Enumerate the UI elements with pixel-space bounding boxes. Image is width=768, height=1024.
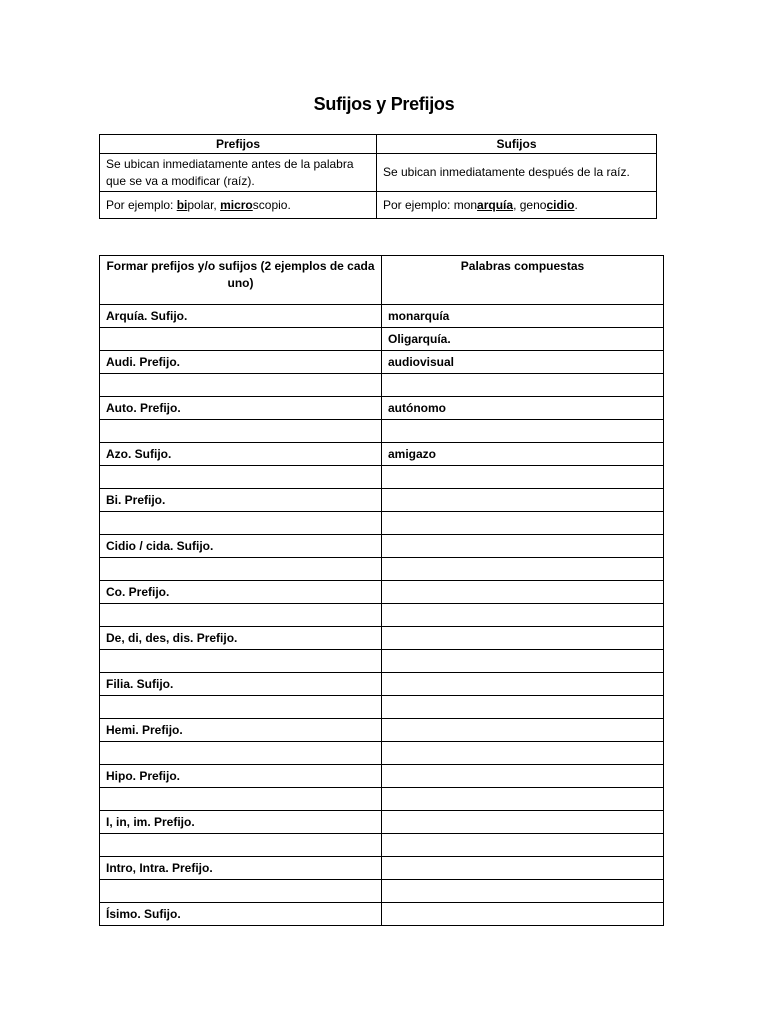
- compound-word-cell: [382, 765, 664, 788]
- table-row: [100, 811, 664, 834]
- affix-cell: Co. Prefijo.: [100, 581, 382, 604]
- table-row: [100, 466, 664, 489]
- affix-cell: De, di, des, dis. Prefijo.: [100, 627, 382, 650]
- definitions-row: [100, 154, 657, 192]
- prefix-part: micro: [220, 198, 253, 212]
- table-row: [100, 857, 664, 880]
- affix-cell: [100, 374, 382, 397]
- table-row: [100, 374, 664, 397]
- table-row: [100, 397, 664, 420]
- affix-cell: Bi. Prefijo.: [100, 489, 382, 512]
- compound-word-cell: [382, 834, 664, 857]
- affix-cell: [100, 696, 382, 719]
- definitions-header-row: [100, 135, 657, 154]
- affix-cell: Cidio / cida. Sufijo.: [100, 535, 382, 558]
- affix-cell: [100, 834, 382, 857]
- affix-cell: [100, 604, 382, 627]
- root-part: polar: [187, 198, 214, 212]
- suffix-part: arquía: [477, 198, 514, 212]
- compound-word-cell: autónomo: [382, 397, 664, 420]
- affix-cell: [100, 466, 382, 489]
- compound-word-cell: [382, 627, 664, 650]
- compound-word-cell: [382, 558, 664, 581]
- compound-word-cell: [382, 696, 664, 719]
- compound-word-cell: [382, 857, 664, 880]
- prefixes-header: Prefijos: [100, 135, 377, 154]
- root-part: mon: [453, 198, 478, 212]
- affix-cell: Intro, Intra. Prefijo.: [100, 857, 382, 880]
- affix-cell: Ísimo. Sufijo.: [100, 903, 382, 926]
- table-row: [100, 788, 664, 811]
- table-row: [100, 650, 664, 673]
- affix-cell: Filia. Sufijo.: [100, 673, 382, 696]
- table-row: [100, 627, 664, 650]
- table-row: [100, 719, 664, 742]
- examples-row: [100, 192, 657, 219]
- prefix-part: bi: [176, 198, 188, 212]
- page-title: Sufijos y Prefijos: [313, 94, 455, 114]
- compound-word-cell: [382, 420, 664, 443]
- table-row: [100, 305, 664, 328]
- affix-cell: [100, 742, 382, 765]
- table-row: [100, 765, 664, 788]
- table-row: [100, 512, 664, 535]
- prefix-definition: Se ubican inmediatamente antes de la palabra que se va a modificar (raíz).: [100, 154, 377, 192]
- affix-cell: [100, 788, 382, 811]
- end-period: .: [287, 198, 291, 212]
- compound-word-cell: amigazo: [382, 443, 664, 466]
- separator: ,: [213, 198, 221, 212]
- compound-word-cell: [382, 811, 664, 834]
- suffix-example: [377, 192, 657, 219]
- table-row: [100, 420, 664, 443]
- table-row: [100, 351, 664, 374]
- suffix-part: cidio: [546, 198, 575, 212]
- compound-word-cell: audiovisual: [382, 351, 664, 374]
- compound-word-cell: [382, 719, 664, 742]
- affix-cell: [100, 650, 382, 673]
- table-row: [100, 535, 664, 558]
- compound-word-cell: [382, 466, 664, 489]
- compound-word-cell: [382, 673, 664, 696]
- example-lead: Por ejemplo:: [106, 198, 177, 212]
- exercise-header-row: [100, 256, 664, 305]
- root-part: geno: [519, 198, 547, 212]
- affix-cell: Audi. Prefijo.: [100, 351, 382, 374]
- compound-word-cell: [382, 581, 664, 604]
- table-row: [100, 581, 664, 604]
- compound-word-cell: [382, 650, 664, 673]
- table-row: [100, 834, 664, 857]
- compound-word-cell: [382, 903, 664, 926]
- affix-cell: [100, 512, 382, 535]
- compound-words-header: Palabras compuestas: [382, 256, 664, 305]
- compound-word-cell: [382, 742, 664, 765]
- compound-word-cell: [382, 788, 664, 811]
- affix-cell: [100, 420, 382, 443]
- compound-word-cell: monarquía: [382, 305, 664, 328]
- separator: ,: [513, 198, 520, 212]
- affix-cell: [100, 558, 382, 581]
- suffix-definition: Se ubican inmediatamente después de la raíz.: [377, 154, 657, 192]
- affix-cell: [100, 880, 382, 903]
- prefix-example: [100, 192, 377, 219]
- example-lead: Por ejemplo:: [383, 198, 454, 212]
- table-row: [100, 604, 664, 627]
- compound-word-cell: [382, 489, 664, 512]
- compound-word-cell: [382, 535, 664, 558]
- compound-word-cell: [382, 374, 664, 397]
- compound-word-cell: [382, 604, 664, 627]
- table-row: [100, 558, 664, 581]
- affix-cell: Arquía. Sufijo.: [100, 305, 382, 328]
- affix-cell: [100, 328, 382, 351]
- table-row: [100, 880, 664, 903]
- table-row: [100, 489, 664, 512]
- root-part: scopio: [252, 198, 288, 212]
- affix-cell: Hemi. Prefijo.: [100, 719, 382, 742]
- compound-word-cell: Oligarquía.: [382, 328, 664, 351]
- end-period: .: [574, 198, 578, 212]
- table-row: [100, 903, 664, 926]
- affix-cell: Azo. Sufijo.: [100, 443, 382, 466]
- affix-cell: I, in, im. Prefijo.: [100, 811, 382, 834]
- exercise-rows: [100, 305, 664, 926]
- table-row: [100, 673, 664, 696]
- table-row: [100, 328, 664, 351]
- suffixes-header: Sufijos: [377, 135, 657, 154]
- definitions-table: [99, 134, 657, 219]
- table-row: [100, 742, 664, 765]
- affix-cell: Auto. Prefijo.: [100, 397, 382, 420]
- table-row: [100, 443, 664, 466]
- compound-word-cell: [382, 512, 664, 535]
- exercise-table: [99, 255, 664, 926]
- table-row: [100, 696, 664, 719]
- form-affixes-header: Formar prefijos y/o sufijos (2 ejemplos de cada uno): [100, 256, 382, 305]
- compound-word-cell: [382, 880, 664, 903]
- affix-cell: Hipo. Prefijo.: [100, 765, 382, 788]
